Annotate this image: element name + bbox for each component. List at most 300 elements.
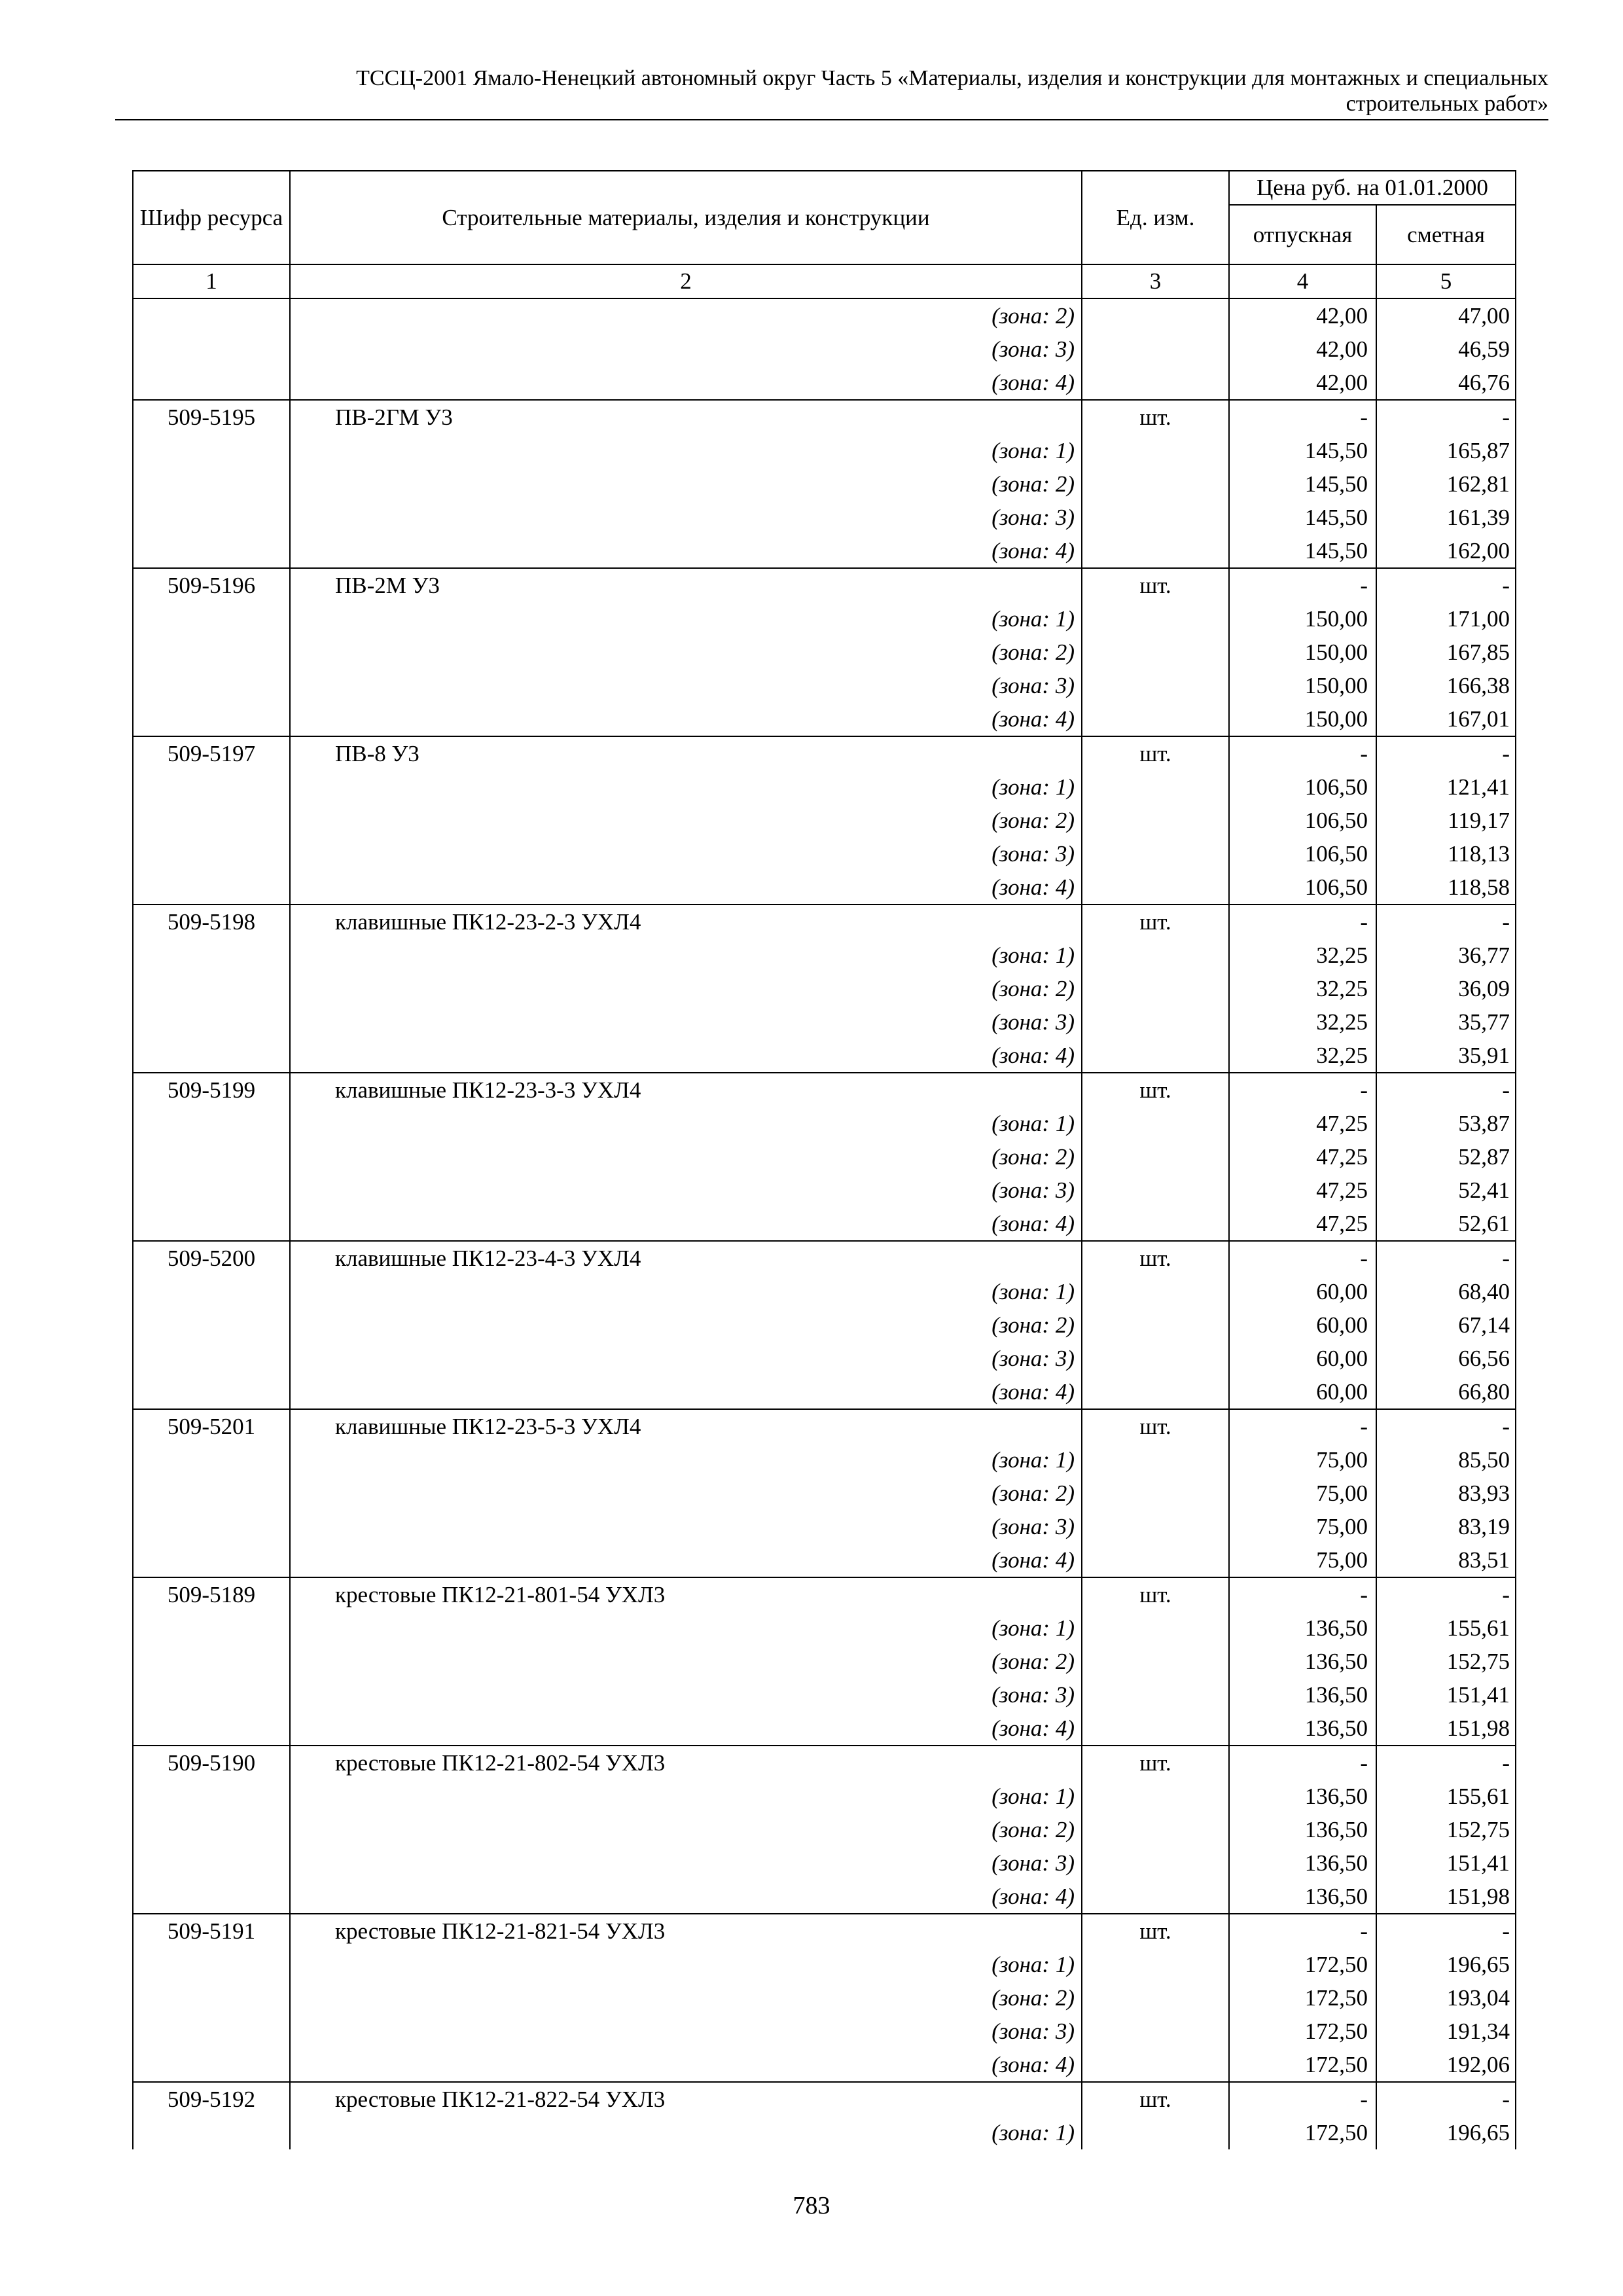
zone-row [133, 636, 1516, 669]
table-header-row-1 [133, 171, 1516, 205]
release-price: - [1229, 736, 1376, 770]
zone-label: (зона: 3) [290, 1510, 1082, 1543]
page-number: 783 [793, 2192, 830, 2219]
zone-label: (зона: 1) [290, 602, 1082, 636]
resource-unit: шт. [1082, 905, 1229, 939]
zone-estimate-price: 47,00 [1376, 298, 1516, 332]
resource-name: ПВ-8 У3 [290, 736, 1082, 770]
resource-code: 509-5195 [133, 400, 290, 568]
resource-name: клавишные ПК12-23-2-3 УХЛ4 [290, 905, 1082, 939]
zone-row [133, 2116, 1516, 2149]
zone-release-price: 106,50 [1229, 837, 1376, 870]
zone-estimate-price: 152,75 [1376, 1645, 1516, 1678]
zone-release-price: 75,00 [1229, 1443, 1376, 1477]
resource-row [133, 905, 1516, 939]
resource-name: крестовые ПК12-21-802-54 УХЛ3 [290, 1746, 1082, 1780]
zone-release-price: 60,00 [1229, 1308, 1376, 1342]
zone-estimate-price: 52,41 [1376, 1174, 1516, 1207]
zone-estimate-price: 166,38 [1376, 669, 1516, 702]
zone-release-price: 60,00 [1229, 1342, 1376, 1375]
estimate-price: - [1376, 1577, 1516, 1611]
zone-release-price: 75,00 [1229, 1510, 1376, 1543]
zone-unit [1082, 870, 1229, 905]
zone-release-price: 172,50 [1229, 2116, 1376, 2149]
zone-estimate-price: 151,98 [1376, 1880, 1516, 1914]
resource-unit: шт. [1082, 1914, 1229, 1948]
zone-unit [1082, 1543, 1229, 1577]
zone-unit [1082, 332, 1229, 366]
zone-unit [1082, 939, 1229, 972]
resource-code: 509-5201 [133, 1409, 290, 1577]
zone-estimate-price: 152,75 [1376, 1813, 1516, 1846]
zone-release-price: 172,50 [1229, 2015, 1376, 2048]
release-price: - [1229, 1409, 1376, 1443]
zone-estimate-price: 46,59 [1376, 332, 1516, 366]
zone-label: (зона: 1) [290, 1443, 1082, 1477]
zone-row [133, 602, 1516, 636]
zone-label: (зона: 1) [290, 1611, 1082, 1645]
zone-row [133, 1510, 1516, 1543]
zone-release-price: 136,50 [1229, 1780, 1376, 1813]
resource-name: крестовые ПК12-21-821-54 УХЛ3 [290, 1914, 1082, 1948]
resource-code: 509-5196 [133, 568, 290, 736]
zone-release-price: 32,25 [1229, 972, 1376, 1005]
zone-release-price: 42,00 [1229, 332, 1376, 366]
zone-row [133, 1107, 1516, 1140]
zone-unit [1082, 298, 1229, 332]
resource-name: крестовые ПК12-21-822-54 УХЛ3 [290, 2082, 1082, 2116]
zone-estimate-price: 196,65 [1376, 2116, 1516, 2149]
release-price: - [1229, 1746, 1376, 1780]
zone-unit [1082, 1443, 1229, 1477]
zone-estimate-price: 53,87 [1376, 1107, 1516, 1140]
zone-label: (зона: 2) [290, 804, 1082, 837]
zone-estimate-price: 83,93 [1376, 1477, 1516, 1510]
zone-label: (зона: 3) [290, 332, 1082, 366]
zone-release-price: 136,50 [1229, 1712, 1376, 1746]
zone-estimate-price: 121,41 [1376, 770, 1516, 804]
release-price: - [1229, 1577, 1376, 1611]
zone-row [133, 1375, 1516, 1409]
zone-unit [1082, 501, 1229, 534]
zone-estimate-price: 83,19 [1376, 1510, 1516, 1543]
zone-unit [1082, 1678, 1229, 1712]
resource-unit: шт. [1082, 400, 1229, 434]
zone-estimate-price: 162,00 [1376, 534, 1516, 568]
column-number-row [133, 264, 1516, 298]
zone-unit [1082, 1645, 1229, 1678]
zone-unit [1082, 1510, 1229, 1543]
zone-label: (зона: 3) [290, 1005, 1082, 1039]
header-release-price: отпускная [1229, 205, 1376, 264]
zone-label: (зона: 3) [290, 1174, 1082, 1207]
resource-row [133, 1409, 1516, 1443]
estimate-price: - [1376, 568, 1516, 602]
column-number-4: 4 [1229, 264, 1376, 298]
zone-release-price: 60,00 [1229, 1375, 1376, 1409]
zone-label: (зона: 4) [290, 702, 1082, 736]
resource-unit: шт. [1082, 736, 1229, 770]
zone-row [133, 939, 1516, 972]
estimate-price: - [1376, 400, 1516, 434]
zone-estimate-price: 66,80 [1376, 1375, 1516, 1409]
zone-release-price: 42,00 [1229, 298, 1376, 332]
zone-release-price: 42,00 [1229, 366, 1376, 400]
release-price: - [1229, 1241, 1376, 1275]
zone-row [133, 1207, 1516, 1241]
zone-label: (зона: 3) [290, 2015, 1082, 2048]
zone-release-price: 106,50 [1229, 770, 1376, 804]
zone-row [133, 1813, 1516, 1846]
resource-unit: шт. [1082, 568, 1229, 602]
zone-unit [1082, 467, 1229, 501]
zone-label: (зона: 2) [290, 1140, 1082, 1174]
zone-release-price: 47,25 [1229, 1140, 1376, 1174]
zone-unit [1082, 1342, 1229, 1375]
zone-label: (зона: 2) [290, 298, 1082, 332]
zone-estimate-price: 52,87 [1376, 1140, 1516, 1174]
zone-estimate-price: 68,40 [1376, 1275, 1516, 1308]
zone-estimate-price: 162,81 [1376, 467, 1516, 501]
zone-unit [1082, 1813, 1229, 1846]
column-number-1: 1 [133, 264, 290, 298]
resource-unit: шт. [1082, 1409, 1229, 1443]
zone-estimate-price: 192,06 [1376, 2048, 1516, 2082]
zone-label: (зона: 4) [290, 1207, 1082, 1241]
zone-estimate-price: 46,76 [1376, 366, 1516, 400]
resource-row [133, 2082, 1516, 2116]
zone-release-price: 136,50 [1229, 1678, 1376, 1712]
zone-release-price: 136,50 [1229, 1813, 1376, 1846]
zone-row [133, 534, 1516, 568]
zone-row [133, 1174, 1516, 1207]
zone-label: (зона: 3) [290, 1678, 1082, 1712]
zone-row [133, 467, 1516, 501]
zone-row [133, 702, 1516, 736]
zone-release-price: 106,50 [1229, 870, 1376, 905]
estimate-price: - [1376, 1241, 1516, 1275]
zone-estimate-price: 35,91 [1376, 1039, 1516, 1073]
resource-row [133, 568, 1516, 602]
zone-unit [1082, 1780, 1229, 1813]
zone-label: (зона: 2) [290, 1813, 1082, 1846]
resource-name: клавишные ПК12-23-4-3 УХЛ4 [290, 1241, 1082, 1275]
resource-name: ПВ-2ГМ У3 [290, 400, 1082, 434]
zone-label: (зона: 3) [290, 837, 1082, 870]
release-price: - [1229, 905, 1376, 939]
zone-unit [1082, 1275, 1229, 1308]
zone-row [133, 972, 1516, 1005]
zone-unit [1082, 1308, 1229, 1342]
zone-estimate-price: 151,41 [1376, 1678, 1516, 1712]
column-number-3: 3 [1082, 264, 1229, 298]
zone-unit [1082, 366, 1229, 400]
zone-row [133, 870, 1516, 905]
zone-label: (зона: 2) [290, 1645, 1082, 1678]
release-price: - [1229, 1914, 1376, 1948]
zone-label: (зона: 2) [290, 1308, 1082, 1342]
zone-unit [1082, 534, 1229, 568]
zone-row [133, 1342, 1516, 1375]
resource-row [133, 400, 1516, 434]
zone-unit [1082, 1005, 1229, 1039]
estimate-price: - [1376, 1746, 1516, 1780]
zone-row [133, 804, 1516, 837]
running-header-line-1: ТССЦ-2001 Ямало-Ненецкий автономный округ Часть 5 «Материалы, изделия и конструкции для монтажных и специальных [356, 66, 1548, 90]
zone-label: (зона: 4) [290, 1543, 1082, 1577]
zone-row [133, 1039, 1516, 1073]
zone-unit [1082, 2116, 1229, 2149]
zone-row [133, 1611, 1516, 1645]
resource-name: клавишные ПК12-23-5-3 УХЛ4 [290, 1409, 1082, 1443]
zone-row [133, 1880, 1516, 1914]
zone-estimate-price: 171,00 [1376, 602, 1516, 636]
resource-unit: шт. [1082, 1577, 1229, 1611]
zone-unit [1082, 1981, 1229, 2015]
zone-unit [1082, 1712, 1229, 1746]
zone-label: (зона: 2) [290, 1477, 1082, 1510]
zone-row [133, 501, 1516, 534]
zone-unit [1082, 1375, 1229, 1409]
zone-estimate-price: 165,87 [1376, 434, 1516, 467]
zone-label: (зона: 4) [290, 1712, 1082, 1746]
zone-row [133, 434, 1516, 467]
zone-unit [1082, 1039, 1229, 1073]
resource-code: 509-5200 [133, 1241, 290, 1409]
zone-label: (зона: 2) [290, 972, 1082, 1005]
zone-release-price: 172,50 [1229, 2048, 1376, 2082]
zone-unit [1082, 1174, 1229, 1207]
zone-release-price: 106,50 [1229, 804, 1376, 837]
zone-unit [1082, 1948, 1229, 1981]
zone-release-price: 145,50 [1229, 434, 1376, 467]
zone-release-price: 150,00 [1229, 602, 1376, 636]
resource-unit: шт. [1082, 1073, 1229, 1107]
zone-estimate-price: 191,34 [1376, 2015, 1516, 2048]
column-number-2: 2 [290, 264, 1082, 298]
header-name: Строительные материалы, изделия и конструкции [290, 171, 1082, 264]
running-header-line-2: строительных работ» [1346, 92, 1548, 116]
zone-release-price: 172,50 [1229, 1948, 1376, 1981]
zone-label: (зона: 4) [290, 2048, 1082, 2082]
zone-release-price: 75,00 [1229, 1543, 1376, 1577]
zone-label: (зона: 1) [290, 2116, 1082, 2149]
release-price: - [1229, 568, 1376, 602]
zone-unit [1082, 1140, 1229, 1174]
header-code: Шифр ресурса [133, 171, 290, 264]
zone-estimate-price: 52,61 [1376, 1207, 1516, 1241]
zone-unit [1082, 669, 1229, 702]
zone-row [133, 2048, 1516, 2082]
zone-row [133, 1275, 1516, 1308]
zone-row [133, 669, 1516, 702]
estimate-price: - [1376, 1409, 1516, 1443]
zone-estimate-price: 161,39 [1376, 501, 1516, 534]
zone-label: (зона: 1) [290, 1275, 1082, 1308]
zone-label: (зона: 4) [290, 366, 1082, 400]
resource-code: 509-5189 [133, 1577, 290, 1746]
zone-unit [1082, 2015, 1229, 2048]
resource-code [133, 298, 290, 400]
resource-name: крестовые ПК12-21-801-54 УХЛ3 [290, 1577, 1082, 1611]
zone-row [133, 1543, 1516, 1577]
zone-release-price: 60,00 [1229, 1275, 1376, 1308]
zone-unit [1082, 837, 1229, 870]
estimate-price: - [1376, 905, 1516, 939]
zone-row [133, 1140, 1516, 1174]
column-number-5: 5 [1376, 264, 1516, 298]
zone-row [133, 1948, 1516, 1981]
resource-row [133, 1914, 1516, 1948]
zone-unit [1082, 1611, 1229, 1645]
zone-release-price: 75,00 [1229, 1477, 1376, 1510]
header-unit: Ед. изм. [1082, 171, 1229, 264]
zone-estimate-price: 66,56 [1376, 1342, 1516, 1375]
resource-name: клавишные ПК12-23-3-3 УХЛ4 [290, 1073, 1082, 1107]
zone-unit [1082, 1846, 1229, 1880]
resource-unit: шт. [1082, 1241, 1229, 1275]
zone-release-price: 136,50 [1229, 1611, 1376, 1645]
zone-estimate-price: 155,61 [1376, 1611, 1516, 1645]
zone-label: (зона: 3) [290, 1846, 1082, 1880]
zone-release-price: 32,25 [1229, 939, 1376, 972]
zone-release-price: 145,50 [1229, 501, 1376, 534]
zone-unit [1082, 972, 1229, 1005]
header-rule [115, 119, 1548, 120]
zone-label: (зона: 1) [290, 939, 1082, 972]
zone-row [133, 2015, 1516, 2048]
resource-row [133, 1241, 1516, 1275]
zone-estimate-price: 36,09 [1376, 972, 1516, 1005]
zone-label: (зона: 3) [290, 669, 1082, 702]
zone-label: (зона: 1) [290, 434, 1082, 467]
resource-code: 509-5197 [133, 736, 290, 905]
zone-row [133, 1780, 1516, 1813]
zone-release-price: 47,25 [1229, 1174, 1376, 1207]
zone-row [133, 1477, 1516, 1510]
zone-release-price: 145,50 [1229, 467, 1376, 501]
zone-row [133, 770, 1516, 804]
zone-row [133, 332, 1516, 366]
estimate-price: - [1376, 1914, 1516, 1948]
zone-estimate-price: 167,01 [1376, 702, 1516, 736]
zone-estimate-price: 83,51 [1376, 1543, 1516, 1577]
release-price: - [1229, 2082, 1376, 2116]
zone-unit [1082, 636, 1229, 669]
resource-code: 509-5190 [133, 1746, 290, 1914]
zone-label: (зона: 2) [290, 467, 1082, 501]
running-header [115, 65, 1548, 117]
zone-label: (зона: 3) [290, 1342, 1082, 1375]
zone-label: (зона: 3) [290, 501, 1082, 534]
zone-label: (зона: 4) [290, 1039, 1082, 1073]
zone-label: (зона: 4) [290, 1375, 1082, 1409]
resource-unit: шт. [1082, 2082, 1229, 2116]
zone-row [133, 1678, 1516, 1712]
zone-row [133, 1712, 1516, 1746]
zone-unit [1082, 804, 1229, 837]
estimate-price: - [1376, 2082, 1516, 2116]
resource-code: 509-5199 [133, 1073, 290, 1241]
zone-estimate-price: 35,77 [1376, 1005, 1516, 1039]
resource-name: ПВ-2М У3 [290, 568, 1082, 602]
resource-price-table [132, 170, 1516, 2149]
zone-release-price: 150,00 [1229, 702, 1376, 736]
resource-code: 509-5192 [133, 2082, 290, 2149]
resource-unit: шт. [1082, 1746, 1229, 1780]
zone-label: (зона: 2) [290, 1981, 1082, 2015]
zone-release-price: 145,50 [1229, 534, 1376, 568]
zone-row [133, 837, 1516, 870]
zone-label: (зона: 4) [290, 534, 1082, 568]
resource-row [133, 1073, 1516, 1107]
zone-unit [1082, 1477, 1229, 1510]
zone-estimate-price: 118,13 [1376, 837, 1516, 870]
resource-code: 509-5198 [133, 905, 290, 1073]
zone-row [133, 1005, 1516, 1039]
zone-row [133, 366, 1516, 400]
zone-row [133, 1645, 1516, 1678]
zone-row [133, 1443, 1516, 1477]
zone-unit [1082, 770, 1229, 804]
zone-estimate-price: 196,65 [1376, 1948, 1516, 1981]
zone-release-price: 150,00 [1229, 636, 1376, 669]
zone-row [133, 298, 1516, 332]
zone-unit [1082, 1107, 1229, 1140]
zone-release-price: 136,50 [1229, 1645, 1376, 1678]
zone-label: (зона: 1) [290, 1948, 1082, 1981]
header-estimate-price: сметная [1376, 205, 1516, 264]
estimate-price: - [1376, 1073, 1516, 1107]
zone-estimate-price: 119,17 [1376, 804, 1516, 837]
table-body [133, 298, 1516, 2149]
zone-estimate-price: 67,14 [1376, 1308, 1516, 1342]
zone-label: (зона: 1) [290, 1107, 1082, 1140]
zone-release-price: 136,50 [1229, 1880, 1376, 1914]
zone-unit [1082, 1207, 1229, 1241]
zone-release-price: 47,25 [1229, 1107, 1376, 1140]
resource-row [133, 736, 1516, 770]
zone-row [133, 1846, 1516, 1880]
resource-code: 509-5191 [133, 1914, 290, 2082]
resource-row [133, 1746, 1516, 1780]
zone-release-price: 47,25 [1229, 1207, 1376, 1241]
zone-estimate-price: 155,61 [1376, 1780, 1516, 1813]
zone-estimate-price: 36,77 [1376, 939, 1516, 972]
zone-row [133, 1981, 1516, 2015]
zone-unit [1082, 1880, 1229, 1914]
header-price-group: Цена руб. на 01.01.2000 [1229, 171, 1516, 205]
zone-release-price: 32,25 [1229, 1039, 1376, 1073]
zone-release-price: 172,50 [1229, 1981, 1376, 2015]
zone-unit [1082, 702, 1229, 736]
zone-release-price: 32,25 [1229, 1005, 1376, 1039]
zone-unit [1082, 2048, 1229, 2082]
zone-estimate-price: 85,50 [1376, 1443, 1516, 1477]
zone-estimate-price: 193,04 [1376, 1981, 1516, 2015]
release-price: - [1229, 400, 1376, 434]
release-price: - [1229, 1073, 1376, 1107]
zone-estimate-price: 151,98 [1376, 1712, 1516, 1746]
zone-estimate-price: 151,41 [1376, 1846, 1516, 1880]
zone-estimate-price: 167,85 [1376, 636, 1516, 669]
zone-label: (зона: 4) [290, 1880, 1082, 1914]
zone-label: (зона: 1) [290, 1780, 1082, 1813]
resource-row [133, 1577, 1516, 1611]
zone-unit [1082, 602, 1229, 636]
zone-release-price: 136,50 [1229, 1846, 1376, 1880]
zone-label: (зона: 4) [290, 870, 1082, 905]
